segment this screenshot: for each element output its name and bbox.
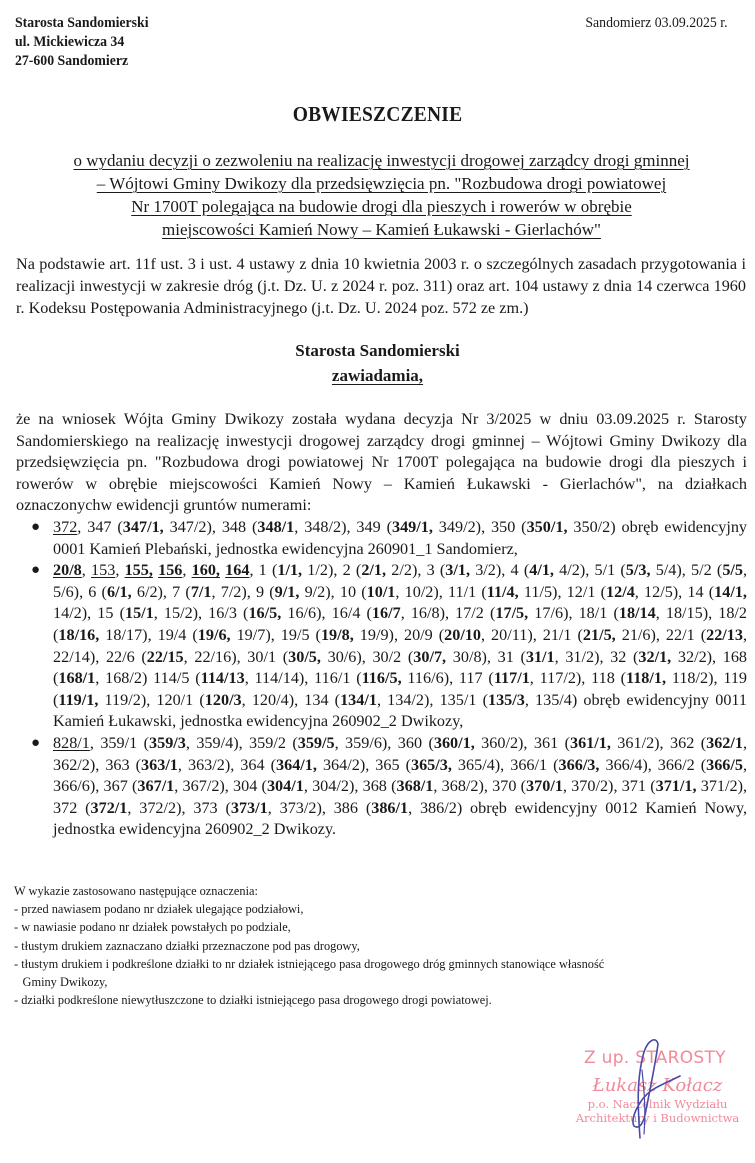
parcel-text: 32/2), 168 ( xyxy=(53,647,748,688)
parcel-text: , xyxy=(182,561,192,580)
parcel-text: , 168/2) 114/5 ( xyxy=(95,669,201,688)
sender-city: 27-600 Sandomierz xyxy=(15,53,129,69)
bullet-icon: ● xyxy=(31,519,41,535)
parcel-number: 30/7, xyxy=(413,647,447,666)
parcel-number: 5/5 xyxy=(722,561,744,580)
parcel-number: 4/1, xyxy=(529,561,554,580)
parcel-text: 19/9), 20/9 ( xyxy=(353,625,445,644)
subject-line xyxy=(14,172,749,195)
parcel-number: 304/1 xyxy=(266,777,304,796)
parcel-number: 361/1, xyxy=(569,733,611,752)
parcel-text: , 114/14), 116/1 ( xyxy=(244,669,362,688)
parcel-text: , 5/6), 6 ( xyxy=(53,561,748,601)
stamp-department: Architektury i Budownictwa xyxy=(575,1111,740,1125)
parcel-number: 22/13 xyxy=(706,625,743,644)
parcel-text: 19/7), 19/5 ( xyxy=(230,625,321,644)
subject-line-text: Nr 1700T polegająca na budowie drogi dla pieszych i rowerów w obrębie xyxy=(131,197,632,216)
legend-intro: W wykazie zastosowano następujące oznaczenia: xyxy=(14,883,258,898)
legend-item: - tłustym drukiem zaznaczano działki przeznaczone pod pas drogowy, xyxy=(14,937,360,953)
parcel-text: , 359/4), 359/2 ( xyxy=(185,733,298,752)
parcel-number: 348/1 xyxy=(257,518,295,536)
parcel-group xyxy=(16,560,747,733)
parcel-number: 160, xyxy=(191,561,220,580)
legend-item-continuation: Gminy Dwikozy, xyxy=(22,974,108,990)
parcel-text: , 22/14), 22/6 ( xyxy=(53,625,748,666)
parcel-text: 2/2), 3 ( xyxy=(386,561,446,580)
subject-line xyxy=(14,149,749,172)
parcel-number: 372 xyxy=(53,518,78,536)
parcel-number: 30/5, xyxy=(288,647,321,666)
parcel-text: 9/2), 10 ( xyxy=(299,582,367,601)
parcel-group-text xyxy=(53,561,747,730)
parcel-number: 12/4 xyxy=(606,582,635,601)
parcel-text: 3/2), 4 ( xyxy=(470,561,530,580)
parcel-text: , 362/2), 363 ( xyxy=(53,733,748,774)
parcel-number: 828/1 xyxy=(53,733,90,752)
authority-name: Starosta Sandomierski xyxy=(295,341,460,360)
legend-item: - w nawiasie podano nr działek powstałych po podziale, xyxy=(14,919,291,935)
parcel-number: 19/8, xyxy=(320,625,354,644)
parcel-number: 22/15 xyxy=(146,647,184,666)
parcel-text: , 16/8), 17/2 ( xyxy=(400,604,496,623)
parcel-number: 367/1 xyxy=(137,777,175,796)
parcel-number: 368/1 xyxy=(396,777,434,796)
parcel-number: 366/5 xyxy=(706,755,743,774)
sender-name: Starosta Sandomierski xyxy=(15,15,149,31)
parcel-text: , 134/2), 135/1 ( xyxy=(376,690,488,709)
parcel-text: , 359/1 ( xyxy=(89,733,149,752)
parcel-number: 5/3, xyxy=(625,561,651,580)
parcel-number: 16/7 xyxy=(371,604,401,623)
legal-basis: Na podstawie art. 11f ust. 3 i ust. 4 ustawy z dnia 10 kwietnia 2003 r. o szczególnych zasadach przygotowania i realizacji inwestycji w zakresie dróg (j.t. Dz. U. z 2024 r. poz. 311) oraz art. 104 ustawy z dnia 14 czerwca 1960 r. Kodeksu Postępowania Administracyjnego (j.t. Dz. U. 2024 poz. 572 ze zm.) xyxy=(16,255,746,317)
parcel-text: , 348/2), 349 ( xyxy=(294,518,392,536)
parcel-number: 360/1, xyxy=(433,733,475,752)
stamp-authorization: Z up. STAROSTY xyxy=(584,1048,726,1068)
parcel-number: 18/14 xyxy=(618,604,656,623)
parcel-number: 1/1, xyxy=(277,561,303,580)
parcel-text: , 370/2), 371 ( xyxy=(562,777,656,796)
parcel-number: 347/1, xyxy=(122,518,164,536)
legend-item: - działki podkreślone niewytłuszczone to działki istniejącego pasa drogowego drogi powiatowej. xyxy=(14,992,492,1008)
parcel-text: 118/2), 119 ( xyxy=(53,669,748,709)
bullet-icon: ● xyxy=(31,734,41,751)
parcel-text: , 347 ( xyxy=(77,518,123,536)
legend-item: - przed nawiasem podano nr działek ulegające podziałowi, xyxy=(14,901,304,917)
decision-body: że na wniosek Wójta Gminy Dwikozy została wydana decyzja Nr 3/2025 w dniu 03.09.2025 r. Starosty Sandomierskiego na realizację inwestycji drogowej zarządcy drogi gminnej – Wójtowi Gminy Dwikozy dla przedsięwzięcia pn. "Rozbudowa drogi powiatowej Nr 1700T polegająca na budowie drogi dla pieszych i rowerów w obrębie miejscowości Kamień Nowy – Kamień Łukawski - Gierlachów", na działkach oznaczonychw ewidencji gruntów numerami: xyxy=(16,410,747,515)
parcel-number: 156 xyxy=(158,561,183,580)
parcel-number: 11/4, xyxy=(486,582,519,601)
parcel-number: 114/13 xyxy=(200,669,245,688)
parcel-text: , 117/2), 118 ( xyxy=(529,669,627,688)
parcel-number: 134/1 xyxy=(340,690,377,709)
parcel-number: 349/1, xyxy=(391,518,433,536)
parcel-number: 386/1 xyxy=(371,798,409,817)
parcel-number: 14/1, xyxy=(714,582,747,601)
parcel-number: 17/5, xyxy=(495,604,529,623)
document-title: OBWIESZCZENIE xyxy=(292,102,463,126)
parcel-number: 153 xyxy=(91,561,116,580)
parcel-text: 365/4), 366/1 ( xyxy=(451,755,559,774)
parcel-text: , 1 ( xyxy=(249,561,278,580)
parcel-text: 350/2) obręb ewidencyjny 0001 Kamień Plebański, jednostka ewidencyjna 260901_1 Sandomierz, xyxy=(53,518,748,558)
parcel-text: , 135/4) obręb ewidencyjny 0011 Kamień Łukawski, jednostka ewidencyjna 260902_2 Dwikozy, xyxy=(53,690,748,731)
parcel-text: 6/2), 7 ( xyxy=(131,582,191,601)
parcel-number: 366/3, xyxy=(558,755,600,774)
parcel-text: , 7/2), 9 ( xyxy=(211,582,275,601)
parcel-text: 11/5), 12/1 ( xyxy=(518,582,607,601)
parcel-text: 364/2), 365 ( xyxy=(316,755,411,774)
parcel-text: , 15/2), 16/3 ( xyxy=(153,604,249,623)
parcel-number: 21/5, xyxy=(582,625,616,644)
parcel-number: 16/5, xyxy=(248,604,282,623)
parcel-group-text xyxy=(53,734,747,838)
parcel-number: 118/1, xyxy=(626,669,667,688)
stamp-signatory-name: Łukasz Kołacz xyxy=(592,1075,723,1096)
parcel-text: 116/6), 117 ( xyxy=(401,669,494,688)
parcel-number: 363/1 xyxy=(141,755,178,774)
parcel-number: 359/3 xyxy=(149,733,186,752)
sender-address xyxy=(15,14,149,71)
parcel-number: 371/1, xyxy=(655,777,697,796)
parcel-number: 373/1 xyxy=(230,798,268,817)
signature-stroke xyxy=(642,1070,645,1134)
subject xyxy=(14,149,749,241)
parcel-text: , 20/11), 21/1 ( xyxy=(481,625,583,644)
sender-street: ul. Mickiewicza 34 xyxy=(15,34,125,50)
parcel-text: , 359/6), 360 ( xyxy=(334,733,434,752)
parcel-text: 5/4), 5/2 ( xyxy=(650,561,723,580)
parcel-text: 16/6), 16/4 ( xyxy=(281,604,372,623)
document-date: Sandomierz 03.09.2025 r. xyxy=(585,15,728,31)
subject-line-text: o wydaniu decyzji o zezwoleniu na realizację inwestycji drogowej zarządcy drogi gminnej xyxy=(73,151,690,170)
parcel-text: , 22/16), 30/1 ( xyxy=(183,647,289,666)
subject-line-text: – Wójtowi Gminy Dwikozy dla przedsięwzięcia pn. "Rozbudowa drogi powiatowej xyxy=(96,174,667,193)
parcel-number: 3/1, xyxy=(445,561,471,580)
parcel-number: 120/3 xyxy=(204,690,242,709)
parcel-number: 168/1 xyxy=(58,669,96,688)
parcel-text: , 367/2), 304 ( xyxy=(174,777,267,796)
parcel-text: , 366/6), 367 ( xyxy=(53,755,748,796)
parcel-number: 359/5 xyxy=(297,733,335,752)
parcel-number: 350/1, xyxy=(526,518,568,536)
parcel-text: , xyxy=(81,561,92,580)
parcel-text: 4/2), 5/1 ( xyxy=(553,561,626,580)
parcel-text: 17/6), 18/1 ( xyxy=(528,604,619,623)
parcel-number: 372/1 xyxy=(90,798,128,817)
parcel-text: , 31/2), 32 ( xyxy=(554,647,639,666)
subject-line xyxy=(14,195,749,218)
parcel-text: , xyxy=(115,561,125,580)
subject-line xyxy=(14,218,749,241)
parcel-text: 18/17), 19/4 ( xyxy=(99,625,198,644)
parcel-number: 9/1, xyxy=(274,582,300,601)
parcel-text: 30/6), 30/2 ( xyxy=(320,647,414,666)
parcel-text: 361/2), 362 ( xyxy=(610,733,707,752)
parcel-text: 349/2), 350 ( xyxy=(432,518,527,536)
parcel-text: 347/2), 348 ( xyxy=(163,518,258,536)
parcel-number: 362/1 xyxy=(706,733,743,752)
parcel-text: , 18/15), 18/2 ( xyxy=(53,604,748,644)
parcel-text: 371/2), 372 ( xyxy=(53,777,748,817)
parcel-text: 30/8), 31 ( xyxy=(446,647,526,666)
parcel-text: , 373/2), 386 ( xyxy=(267,798,372,817)
parcel-number: 19/6, xyxy=(197,625,231,644)
parcel-text: , 386/2) obręb ewidencyjny 0012 Kamień Nowy, jednostka ewidencyjna 260902_2 Dwikozy. xyxy=(53,798,748,839)
parcel-number: 2/1, xyxy=(361,561,387,580)
parcel-number: 164 xyxy=(225,561,250,580)
parcel-number: 10/1 xyxy=(366,582,396,601)
legend-item: - tłustym drukiem i podkreślone działki to nr działek istniejącego pasa drogowego dróg gminnych stanowiące własność xyxy=(14,955,605,971)
parcel-text: 14/2), 15 ( xyxy=(53,604,125,623)
parcel-number: 20/8 xyxy=(53,561,82,580)
parcel-number: 18/16, xyxy=(58,625,100,644)
parcel-text: , 10/2), 11/1 ( xyxy=(395,582,487,601)
parcel-number: 155, xyxy=(124,561,153,580)
parcel-list xyxy=(16,517,747,841)
subject-line-text: miejscowości Kamień Nowy – Kamień Łukawski - Gierlachów" xyxy=(162,220,601,239)
legend xyxy=(14,882,717,1009)
parcel-number: 6/1, xyxy=(106,582,132,601)
parcel-number: 7/1 xyxy=(190,582,212,601)
parcel-number: 20/10 xyxy=(444,625,482,644)
parcel-number: 364/1, xyxy=(276,755,317,774)
stamp-position: p.o. Naczelnik Wydziału xyxy=(587,1097,728,1111)
parcel-text: , 368/2), 370 ( xyxy=(433,777,527,796)
parcel-text: 21/6), 22/1 ( xyxy=(615,625,707,644)
parcel-number: 117/1 xyxy=(493,669,530,688)
parcel-number: 116/5, xyxy=(361,669,402,688)
parcel-text: , 304/2), 368 ( xyxy=(303,777,397,796)
parcel-text: , 372/2), 373 ( xyxy=(127,798,231,817)
parcel-number: 135/3 xyxy=(487,690,525,709)
notifies-heading: zawiadamia, xyxy=(331,366,424,385)
signature-stroke xyxy=(633,1040,680,1138)
parcel-number: 15/1 xyxy=(124,604,154,623)
parcel-number: 370/1 xyxy=(526,777,563,796)
parcel-text: , 363/2), 364 ( xyxy=(177,755,276,774)
parcel-text: , 120/4), 134 ( xyxy=(241,690,341,709)
bullet-icon: ● xyxy=(31,562,41,579)
parcel-group-text xyxy=(53,518,747,558)
parcel-text: 366/4), 366/2 ( xyxy=(599,755,707,774)
parcel-text: 1/2), 2 ( xyxy=(302,561,362,580)
parcel-text: 119/2), 120/1 ( xyxy=(98,690,205,709)
parcel-group xyxy=(16,733,747,841)
parcel-text: 360/2), 361 ( xyxy=(474,733,570,752)
parcel-number: 31/1 xyxy=(525,647,555,666)
parcel-number: 119/1, xyxy=(58,690,99,709)
parcel-group xyxy=(16,517,747,560)
parcel-number: 365/3, xyxy=(410,755,452,774)
parcel-text: , 12/5), 14 ( xyxy=(634,582,715,601)
handwritten-signature-icon xyxy=(600,1030,690,1140)
parcel-number: 32/1, xyxy=(638,647,672,666)
